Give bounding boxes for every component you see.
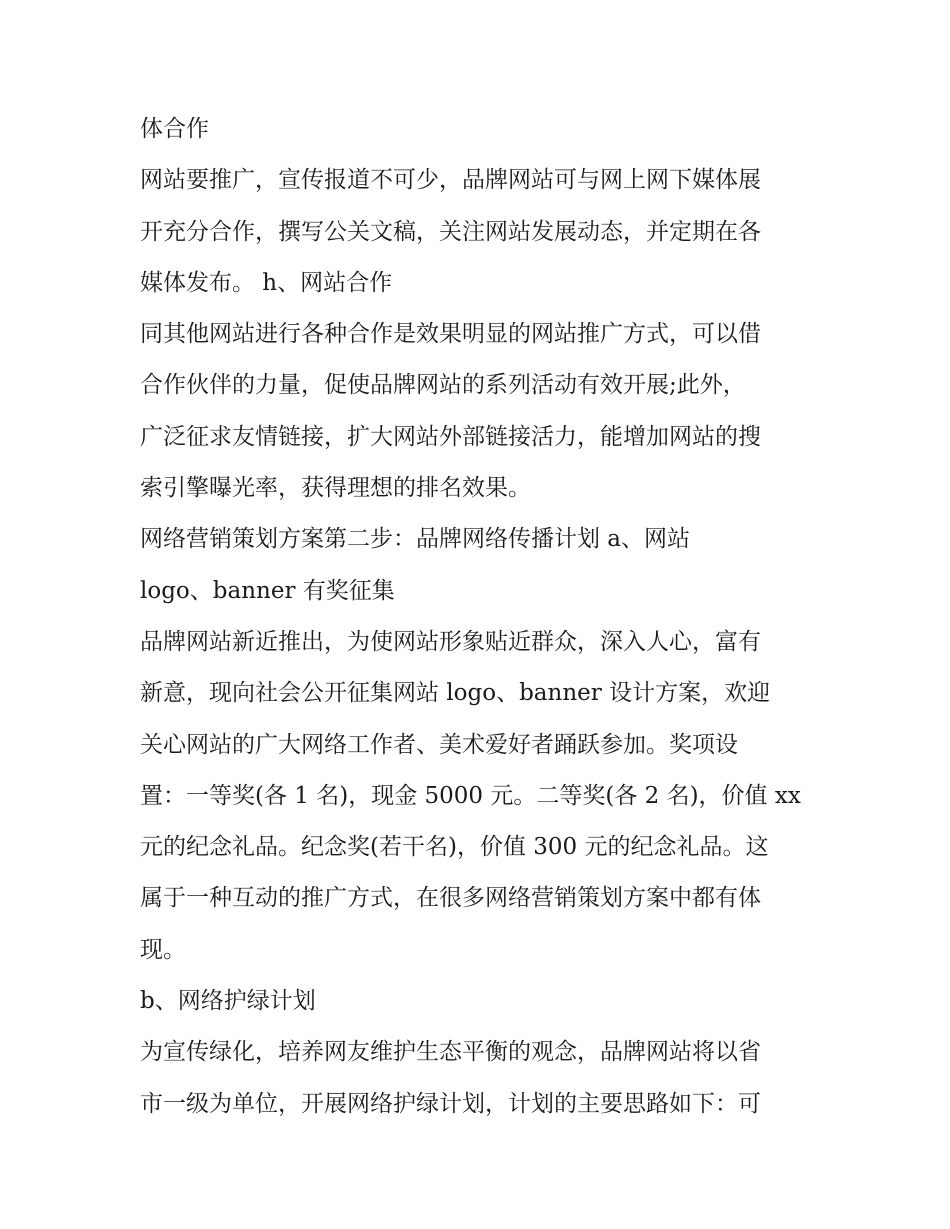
text-line: 现。 xyxy=(140,936,186,963)
text-line: 关心网站的广大网络工作者、美术爱好者踊跃参加。奖项设 xyxy=(140,731,738,758)
text-line: 网站要推广，宣传报道不可少，品牌网站可与网上网下媒体展 xyxy=(140,167,761,194)
text-line: 开充分合作，撰写公关文稿，关注网站发展动态，并定期在各 xyxy=(140,218,761,245)
document-body xyxy=(140,104,820,1130)
text-line: 体合作 xyxy=(140,116,209,142)
text-line: 元的纪念礼品。纪念奖(若干名)，价值 300 元的纪念礼品。这 xyxy=(140,834,769,861)
text-line: 合作伙伴的力量，促使品牌网站的系列活动有效开展;此外， xyxy=(140,372,746,399)
text-line: 市一级为单位，开展网络护绿计划，计划的主要思路如下：可 xyxy=(140,1090,761,1117)
text-line: logo、banner 有奖征集 xyxy=(140,577,395,604)
text-line: 同其他网站进行各种合作是效果明显的网站推广方式，可以借 xyxy=(140,321,761,348)
text-line: 媒体发布。 h、网站合作 xyxy=(140,269,393,296)
text-line: 置：一等奖(各 1 名)，现金 5000 元。二等奖(各 2 名)，价值 xx xyxy=(140,782,801,809)
text-line: 广泛征求友情链接，扩大网站外部链接活力，能增加网站的搜 xyxy=(140,423,761,450)
text-line: 网络营销策划方案第二步：品牌网络传播计划 a、网站 xyxy=(140,526,691,553)
text-line: 品牌网站新近推出，为使网站形象贴近群众，深入人心，富有 xyxy=(140,628,761,655)
text-line: 索引擎曝光率，获得理想的排名效果。 xyxy=(140,475,531,502)
text-line: 属于一种互动的推广方式，在很多网络营销策划方案中都有体 xyxy=(140,885,761,912)
text-line: 为宣传绿化，培养网友维护生态平衡的观念，品牌网站将以省 xyxy=(140,1039,761,1066)
text-line: b、网络护绿计划 xyxy=(140,988,316,1015)
text-line: 新意，现向社会公开征集网站 logo、banner 设计方案，欢迎 xyxy=(140,680,771,707)
